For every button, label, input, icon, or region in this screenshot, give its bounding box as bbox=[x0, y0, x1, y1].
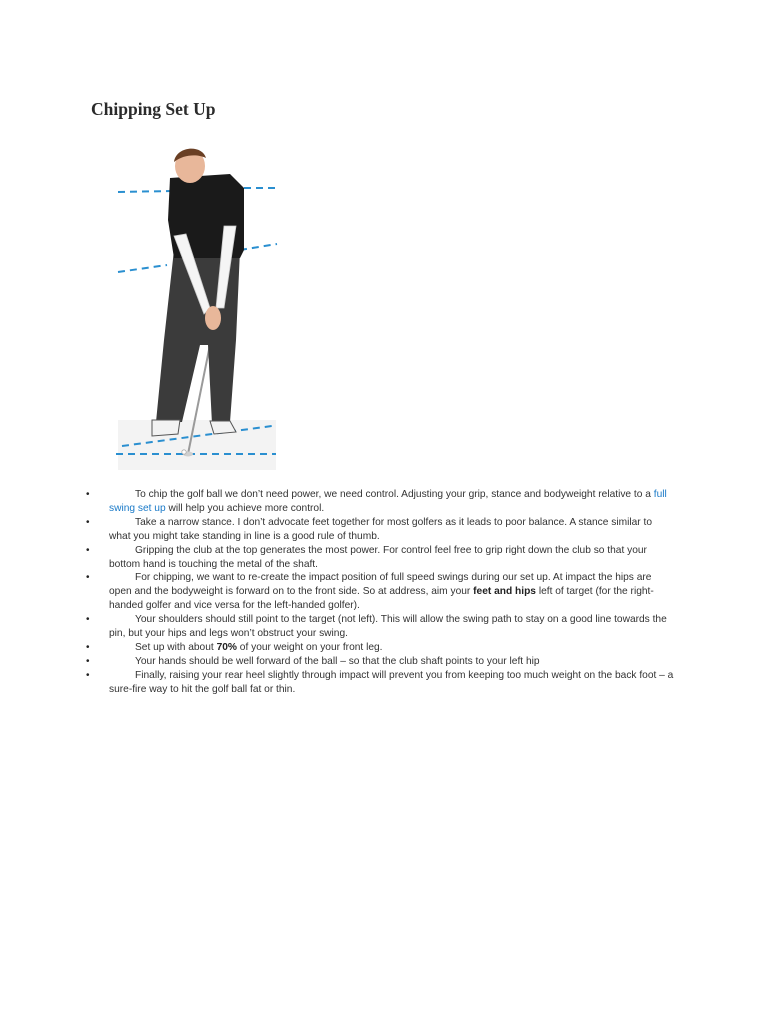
list-item-text: Gripping the club at the top generates the most power. For control feel free to grip right down the club so that your bottom hand is touching the metal of the shaft. bbox=[109, 544, 647, 570]
tips-list bbox=[86, 488, 676, 697]
list-item bbox=[86, 544, 676, 572]
bullet-dot: • bbox=[86, 544, 90, 556]
bullet-dot: • bbox=[86, 655, 90, 667]
list-item-text: will help you achieve more control. bbox=[165, 502, 325, 514]
bold-text: feet and hips bbox=[473, 586, 536, 598]
list-item bbox=[86, 641, 676, 655]
list-item bbox=[86, 571, 676, 613]
hands bbox=[205, 306, 221, 330]
list-item bbox=[86, 488, 676, 516]
list-item bbox=[86, 655, 676, 669]
list-item-text: Finally, raising your rear heel slightly through impact will prevent you from keeping too much weight on the back foot – a sure-fire way to hit the golf ball fat or thin. bbox=[109, 669, 674, 695]
bullet-dot: • bbox=[86, 489, 90, 500]
list-item-text: left of target (for the right-handed golfer and vice versa for the left-handed golfer). bbox=[109, 586, 654, 612]
bullet-dot: • bbox=[86, 516, 90, 528]
golfer-illustration bbox=[112, 140, 278, 470]
hip-line-right bbox=[240, 244, 277, 250]
list-item-text: Your shoulders should still point to the target (not left). This will allow the swing path to stay on a good line towards the pin, but your hips and legs won’t obstruct your swing. bbox=[109, 614, 667, 640]
left-shoe bbox=[152, 420, 180, 436]
hip-line-left bbox=[118, 265, 167, 272]
list-item-text: of your weight on your front leg. bbox=[236, 641, 383, 653]
bullet-dot: • bbox=[86, 641, 90, 653]
list-item-text: For chipping, we want to re-create the impact position of full speed swings during our set up. At impact the hips are open and the bodyweight is forward on to the front side. So at address, aim your bbox=[109, 572, 652, 598]
ground-shading bbox=[118, 420, 276, 470]
bullet-dot: • bbox=[86, 614, 90, 626]
bold-text: 70% bbox=[216, 641, 237, 653]
list-item-text: Your hands should be well forward of the ball – so that the club shaft points to your left hip bbox=[135, 655, 540, 667]
list-item bbox=[86, 613, 676, 641]
bullet-dot: • bbox=[86, 572, 90, 584]
list-item-text: Take a narrow stance. I don’t advocate feet together for most golfers as it leads to poor balance. A stance similar to what you might take standing in line is a good rule of thumb. bbox=[109, 516, 653, 542]
page-title: Chipping Set Up bbox=[91, 99, 216, 119]
list-item bbox=[86, 669, 676, 697]
golf-ball bbox=[182, 450, 186, 454]
golfer-figure-svg bbox=[112, 140, 278, 470]
list-item-text: Set up with about bbox=[135, 641, 217, 653]
full-swing-set-up-link[interactable]: full swing set up bbox=[109, 489, 667, 514]
list-item-text: To chip the golf ball we don’t need power, we need control. Adjusting your grip, stance and bodyweight relative to a bbox=[135, 489, 654, 500]
list-item bbox=[86, 516, 676, 544]
shoulder-line-left bbox=[118, 191, 172, 192]
bullet-dot: • bbox=[86, 669, 90, 681]
